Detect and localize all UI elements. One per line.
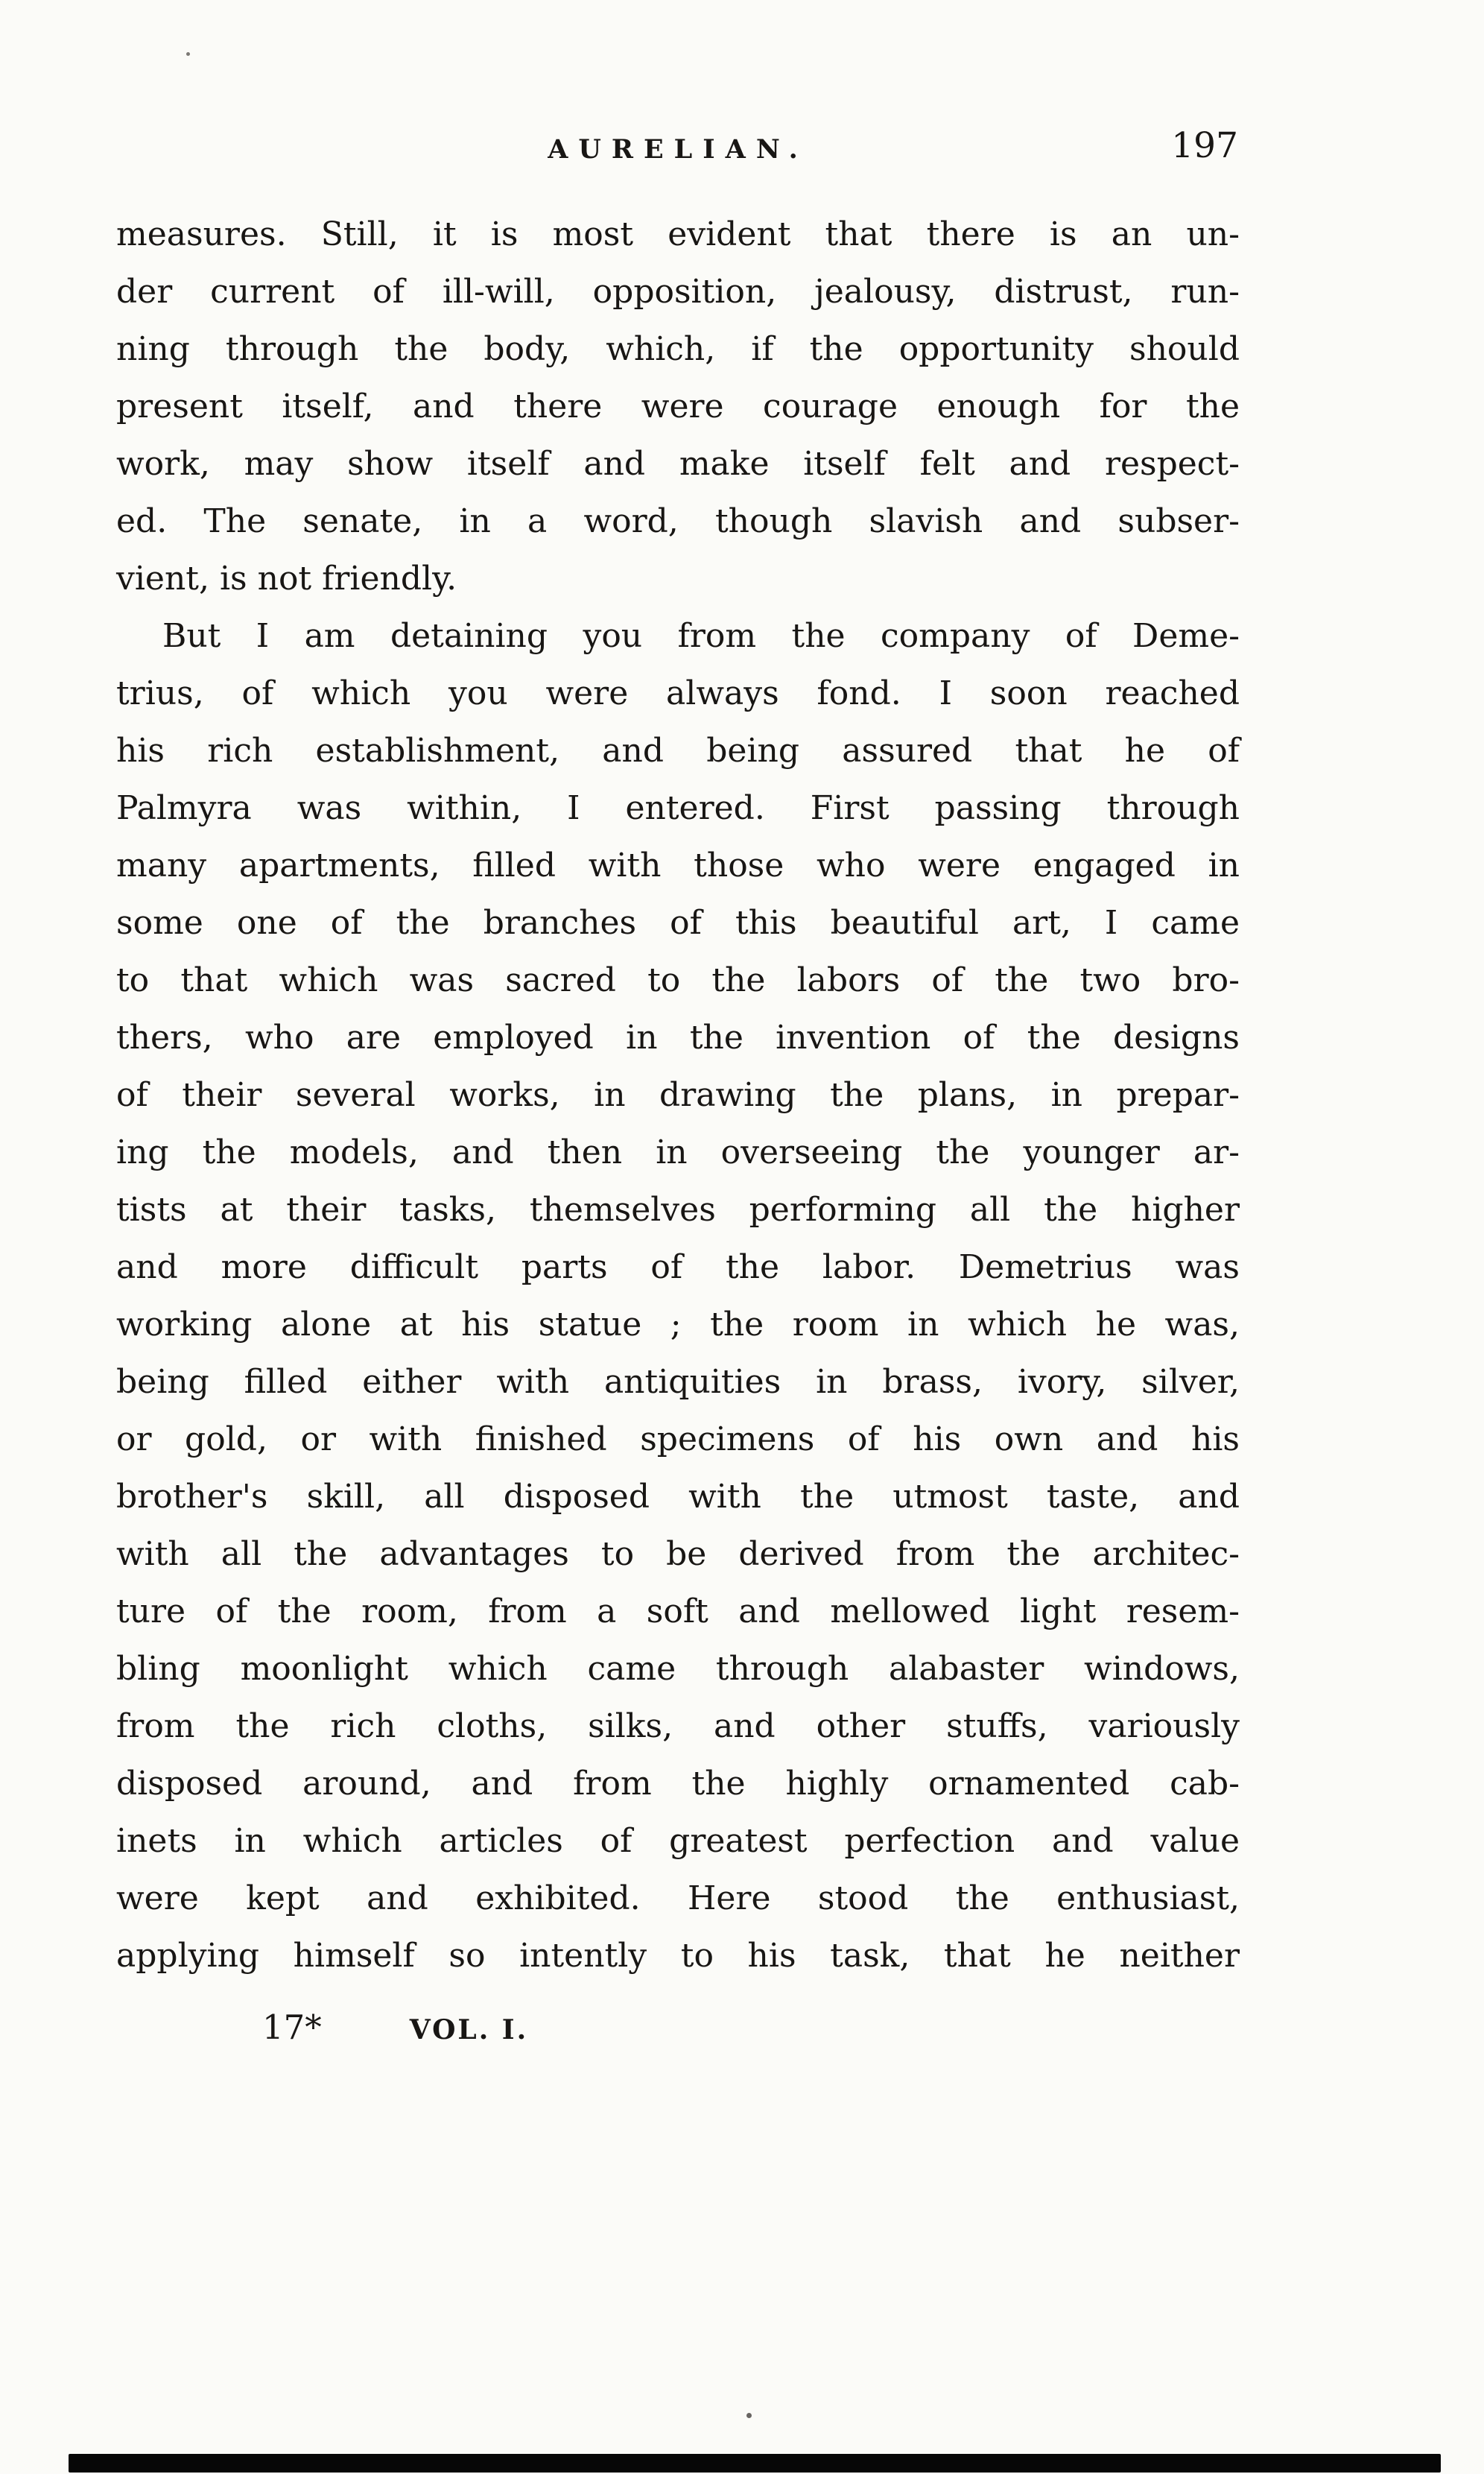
page-header xyxy=(116,125,1240,177)
text-line: with all the advantages to be derived from the architec- xyxy=(116,1535,1240,1573)
text-line: of their several works, in drawing the plans, in prepar- xyxy=(116,1076,1240,1114)
text-line: vient, is not friendly. xyxy=(116,560,457,598)
text-line: present itself, and there were courage enough for the xyxy=(116,387,1240,425)
text-line: ed. The senate, in a word, though slavish and subser- xyxy=(116,502,1240,540)
text-line: ture of the room, from a soft and mellowed light resem- xyxy=(116,1592,1240,1630)
text-line: or gold, or with finished specimens of his own and his xyxy=(116,1420,1240,1458)
text-line: work, may show itself and make itself felt and respect- xyxy=(116,445,1240,483)
text-line: and more difficult parts of the labor. Demetrius was xyxy=(116,1248,1240,1286)
text-line: trius, of which you were always fond. I soon reached xyxy=(116,674,1240,712)
text-line: many apartments, filled with those who were engaged in xyxy=(116,847,1240,885)
text-line: inets in which articles of greatest perfection and value xyxy=(116,1822,1240,1860)
signature-mark: 17* xyxy=(262,2008,322,2047)
text-line: were kept and exhibited. Here stood the enthusiast, xyxy=(116,1879,1240,1917)
text-line: measures. Still, it is most evident that there is an un- xyxy=(116,215,1240,253)
scan-edge-artifact xyxy=(69,2454,1441,2473)
text-line: ing the models, and then in overseeing the younger ar- xyxy=(116,1133,1240,1171)
text-line: being filled either with antiquities in brass, ivory, silver, xyxy=(116,1363,1240,1401)
volume-label: VOL. I. xyxy=(409,2014,529,2046)
scan-speck xyxy=(186,52,190,56)
page-number: 197 xyxy=(1171,125,1238,166)
text-line: tists at their tasks, themselves performing all the higher xyxy=(116,1191,1240,1229)
text-line: Palmyra was within, I entered. First passing through xyxy=(116,789,1240,827)
text-line: to that which was sacred to the labors of the two bro- xyxy=(116,961,1240,999)
scan-speck xyxy=(746,2413,752,2418)
text-line: bling moonlight which came through alabaster windows, xyxy=(116,1650,1240,1688)
text-line: thers, who are employed in the invention of the designs xyxy=(116,1019,1240,1057)
body-text-block xyxy=(116,206,1240,1984)
page-footer xyxy=(116,1999,1240,2059)
text-line: But I am detaining you from the company of Deme- xyxy=(162,617,1240,655)
text-line: brother's skill, all disposed with the utmost taste, and xyxy=(116,1478,1240,1516)
text-line: his rich establishment, and being assured that he of xyxy=(116,732,1240,770)
running-title: AURELIAN. xyxy=(548,134,808,165)
text-line: ning through the body, which, if the opportunity should xyxy=(116,330,1240,368)
text-line: from the rich cloths, silks, and other stuffs, variously xyxy=(116,1707,1240,1745)
text-line: applying himself so intently to his task, that he neither xyxy=(116,1937,1240,1975)
text-line: some one of the branches of this beautiful art, I came xyxy=(116,904,1240,942)
text-line: disposed around, and from the highly ornamented cab- xyxy=(116,1765,1240,1803)
text-line: der current of ill-will, opposition, jealousy, distrust, run- xyxy=(116,273,1240,311)
text-line: working alone at his statue ; the room in which he was, xyxy=(116,1306,1240,1344)
